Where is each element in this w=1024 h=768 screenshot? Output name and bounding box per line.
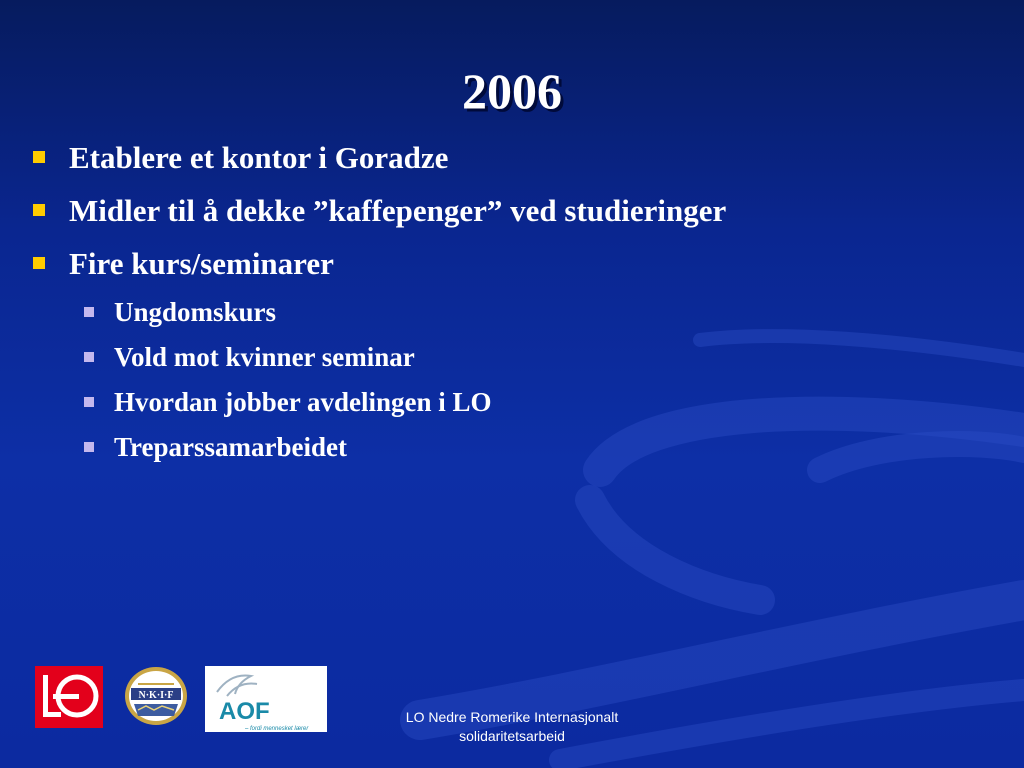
aof-logo (205, 666, 327, 732)
square-bullet-icon (84, 307, 94, 317)
slide-title: 2006 (462, 63, 562, 119)
bullet-text: Midler til å dekke ”kaffepenger” ved studieringer (69, 193, 727, 228)
svg-text:N·K·I·F: N·K·I·F (138, 690, 174, 701)
sub-bullet-item (84, 342, 415, 373)
square-bullet-icon (33, 151, 45, 163)
sub-bullet-item (84, 297, 276, 328)
sub-bullet-text: Hvordan jobber avdelingen i LO (114, 387, 492, 417)
footer-line-2: solidaritetsarbeid (459, 728, 565, 744)
sub-bullet-text: Vold mot kvinner seminar (114, 342, 415, 372)
sub-bullet-item (84, 387, 492, 418)
square-bullet-icon (33, 204, 45, 216)
bullet-item (33, 193, 726, 229)
sub-bullet-text: Treparssamarbeidet (114, 432, 347, 462)
lo-logo-icon (35, 666, 103, 728)
svg-text:– fordi mennesket lærer: – fordi mennesket lærer (245, 726, 309, 732)
svg-text:AOF: AOF (219, 698, 270, 725)
footer-text (370, 708, 654, 746)
bullet-text: Etablere et kontor i Goradze (69, 140, 449, 175)
nkif-logo (124, 666, 188, 726)
sub-bullet-item (84, 432, 347, 463)
lo-logo (35, 666, 103, 728)
bullet-text: Fire kurs/seminarer (69, 246, 334, 281)
bullet-item (33, 140, 448, 176)
square-bullet-icon (84, 397, 94, 407)
footer-line-1: LO Nedre Romerike Internasjonalt (405, 709, 619, 725)
bullet-item (33, 246, 334, 282)
nkif-logo-icon (124, 666, 188, 726)
square-bullet-icon (84, 442, 94, 452)
aof-logo-icon (205, 666, 327, 732)
square-bullet-icon (33, 257, 45, 269)
sub-bullet-text: Ungdomskurs (114, 297, 277, 327)
square-bullet-icon (84, 352, 94, 362)
